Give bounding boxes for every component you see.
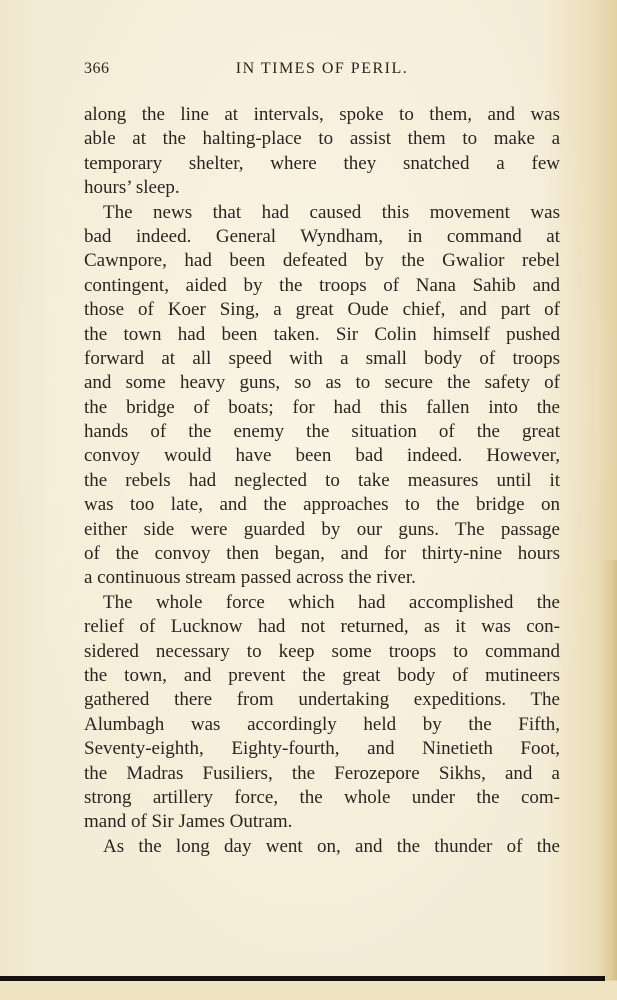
text-line: the Madras Fusiliers, the Ferozepore Sikhs, and a bbox=[84, 762, 560, 784]
text-line: the town, and prevent the great body of mutineers bbox=[84, 664, 560, 686]
text-line: temporary shelter, where they snatched a few bbox=[84, 152, 560, 174]
page-edge-shadow bbox=[599, 560, 617, 980]
text-line: The whole force which had accomplished the bbox=[103, 591, 560, 613]
text-line: and some heavy guns, so as to secure the safety of bbox=[84, 372, 560, 394]
text-line: relief of Lucknow had not returned, as it was con- bbox=[84, 616, 560, 638]
text-line: convoy would have been bad indeed. However, bbox=[84, 445, 560, 467]
text-line: the rebels had neglected to take measures until it bbox=[84, 469, 560, 491]
text-line: hours’ sleep. bbox=[84, 177, 180, 199]
body-text bbox=[84, 103, 560, 859]
text-line: gathered there from undertaking expeditions. The bbox=[84, 689, 560, 711]
page-number: 366 bbox=[84, 60, 110, 77]
text-line: contingent, aided by the troops of Nana Sahib and bbox=[84, 274, 560, 296]
text-line: Cawnpore, had been defeated by the Gwalior rebel bbox=[84, 250, 560, 272]
page-header bbox=[84, 60, 560, 84]
text-line: Seventy-eighth, Eighty-fourth, and Ninetieth Foot, bbox=[84, 738, 560, 760]
text-line: forward at all speed with a small body of troops bbox=[84, 347, 560, 369]
running-title: IN TIMES OF PERIL. bbox=[235, 60, 409, 77]
text-line: the bridge of boats; for had this fallen into the bbox=[84, 396, 560, 418]
text-line: the town had been taken. Sir Colin himself pushed bbox=[84, 323, 560, 345]
text-line: strong artillery force, the whole under the com- bbox=[84, 786, 560, 808]
text-line: those of Koer Sing, a great Oude chief, and part of bbox=[84, 299, 560, 321]
text-line: was too late, and the approaches to the bridge on bbox=[84, 494, 560, 516]
page-bottom-margin bbox=[0, 981, 617, 1000]
text-line: able at the halting-place to assist them to make a bbox=[84, 128, 560, 150]
text-line: The news that had caused this movement was bbox=[103, 201, 560, 223]
text-line: along the line at intervals, spoke to them, and was bbox=[84, 104, 560, 125]
text-line: hands of the enemy the situation of the great bbox=[84, 421, 560, 443]
text-line: bad indeed. General Wyndham, in command at bbox=[84, 225, 560, 247]
text-line: Alumbagh was accordingly held by the Fifth, bbox=[84, 713, 560, 735]
text-line: sidered necessary to keep some troops to command bbox=[84, 640, 560, 662]
text-line: a continuous stream passed across the river. bbox=[84, 567, 416, 589]
text-line: mand of Sir James Outram. bbox=[84, 811, 293, 833]
text-line: of the convoy then began, and for thirty-nine hours bbox=[84, 543, 560, 565]
text-line: either side were guarded by our guns. The passage bbox=[84, 518, 560, 540]
text-line: As the long day went on, and the thunder of the bbox=[103, 835, 560, 857]
